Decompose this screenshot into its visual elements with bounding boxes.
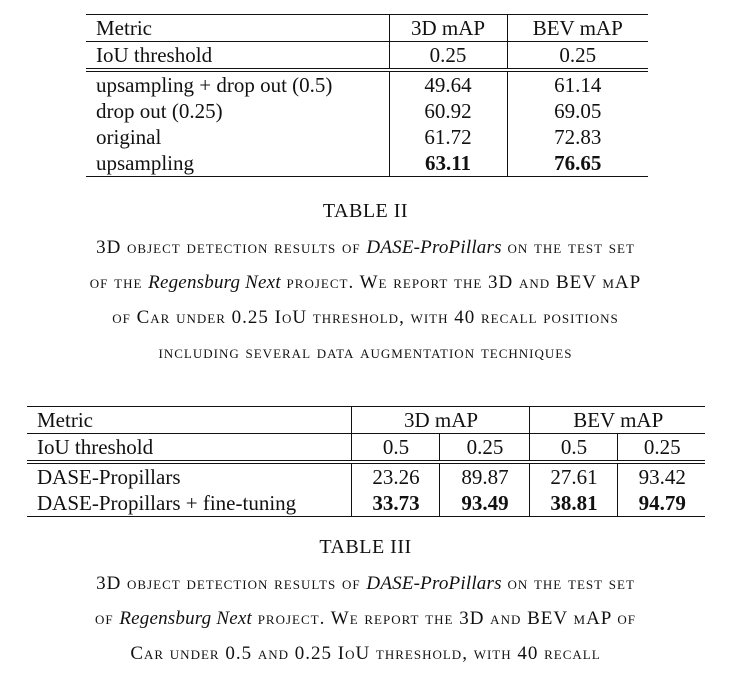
table-caption-title: TABLE III bbox=[319, 536, 412, 558]
table-cell: 0.25 bbox=[389, 42, 507, 71]
caption-text: of Car under 0.25 IoU threshold, with 40 recall positions bbox=[112, 307, 619, 328]
table-row bbox=[86, 98, 648, 124]
table-cell: 93.49 bbox=[439, 490, 529, 517]
caption-line bbox=[0, 566, 731, 601]
header-cell: 3D mAP bbox=[389, 15, 507, 42]
table-cell: 0.25 bbox=[617, 434, 705, 463]
table-cell: 27.61 bbox=[529, 462, 617, 490]
caption-line bbox=[0, 265, 731, 300]
table-cell: 60.92 bbox=[389, 98, 507, 124]
caption-text: Car under 0.5 and 0.25 IoU threshold, with 40 recall bbox=[130, 643, 601, 664]
table-row bbox=[86, 124, 648, 150]
table-cell: 63.11 bbox=[389, 150, 507, 177]
table-cell: 69.05 bbox=[554, 99, 602, 123]
header-cell: BEV mAP bbox=[507, 15, 648, 42]
table-row bbox=[27, 490, 705, 517]
table-cell: 76.65 bbox=[554, 151, 602, 175]
caption-line bbox=[0, 230, 731, 265]
table-cell: upsampling bbox=[86, 150, 389, 177]
table-cell: 61.14 bbox=[554, 73, 602, 97]
caption-text: on the test set bbox=[501, 237, 635, 258]
table-row bbox=[86, 150, 648, 177]
header-cell: Metric bbox=[27, 407, 351, 434]
table-cell: 0.25 bbox=[439, 434, 529, 463]
caption-line bbox=[0, 335, 731, 370]
table-cell: original bbox=[86, 124, 389, 150]
table-caption bbox=[0, 230, 731, 370]
table-caption bbox=[0, 566, 731, 671]
table-iii bbox=[27, 406, 705, 517]
table-cell: IoU threshold bbox=[86, 42, 389, 71]
table-cell: 23.26 bbox=[351, 462, 439, 490]
table-cell: drop out (0.25) bbox=[86, 98, 389, 124]
table-header-row bbox=[27, 407, 705, 434]
caption-italic: Regensburg Next bbox=[119, 608, 252, 629]
caption-text: of the bbox=[89, 272, 149, 293]
table-row bbox=[86, 70, 648, 98]
table-ii bbox=[86, 14, 648, 177]
table-cell: 93.42 bbox=[638, 465, 686, 489]
table-cell: 94.79 bbox=[638, 491, 686, 515]
table-cell: 33.73 bbox=[351, 490, 439, 517]
header-cell: 3D mAP bbox=[351, 407, 529, 434]
table-header-row bbox=[86, 15, 648, 42]
table-row bbox=[27, 462, 705, 490]
table-cell: 38.81 bbox=[529, 490, 617, 517]
table-cell: DASE-Propillars bbox=[27, 462, 351, 490]
table-cell: upsampling + drop out (0.5) bbox=[86, 70, 389, 98]
caption-line bbox=[0, 300, 731, 335]
table-cell: 72.83 bbox=[554, 125, 602, 149]
header-cell: BEV mAP bbox=[529, 407, 705, 434]
caption-text: including several data augmentation techniques bbox=[158, 342, 573, 363]
header-cell: Metric bbox=[86, 15, 389, 42]
caption-text: 3D object detection results of bbox=[96, 237, 367, 258]
table-cell: 0.5 bbox=[351, 434, 439, 463]
caption-line bbox=[0, 636, 731, 671]
table-cell: 49.64 bbox=[389, 70, 507, 98]
table-cell: 61.72 bbox=[389, 124, 507, 150]
table-iou-row bbox=[27, 434, 705, 463]
table-cell: DASE-Propillars + fine-tuning bbox=[27, 490, 351, 517]
table-caption-title: TABLE II bbox=[322, 200, 409, 222]
caption-text: project. We report the 3D and BEV mAP of bbox=[251, 608, 637, 629]
caption-text: project. We report the 3D and BEV mAP bbox=[280, 272, 642, 293]
table-iou-row bbox=[86, 42, 648, 71]
table-cell: 89.87 bbox=[439, 462, 529, 490]
table-cell: 0.25 bbox=[507, 42, 648, 71]
caption-line bbox=[0, 601, 731, 636]
caption-italic: DASE-ProPillars bbox=[366, 237, 502, 258]
table-cell: 0.5 bbox=[529, 434, 617, 463]
caption-italic: DASE-ProPillars bbox=[366, 573, 502, 594]
caption-text: of bbox=[94, 608, 120, 629]
table-cell: IoU threshold bbox=[27, 434, 351, 463]
caption-text: 3D object detection results of bbox=[96, 573, 367, 594]
caption-text: on the test set bbox=[501, 573, 635, 594]
caption-italic: Regensburg Next bbox=[148, 272, 281, 293]
